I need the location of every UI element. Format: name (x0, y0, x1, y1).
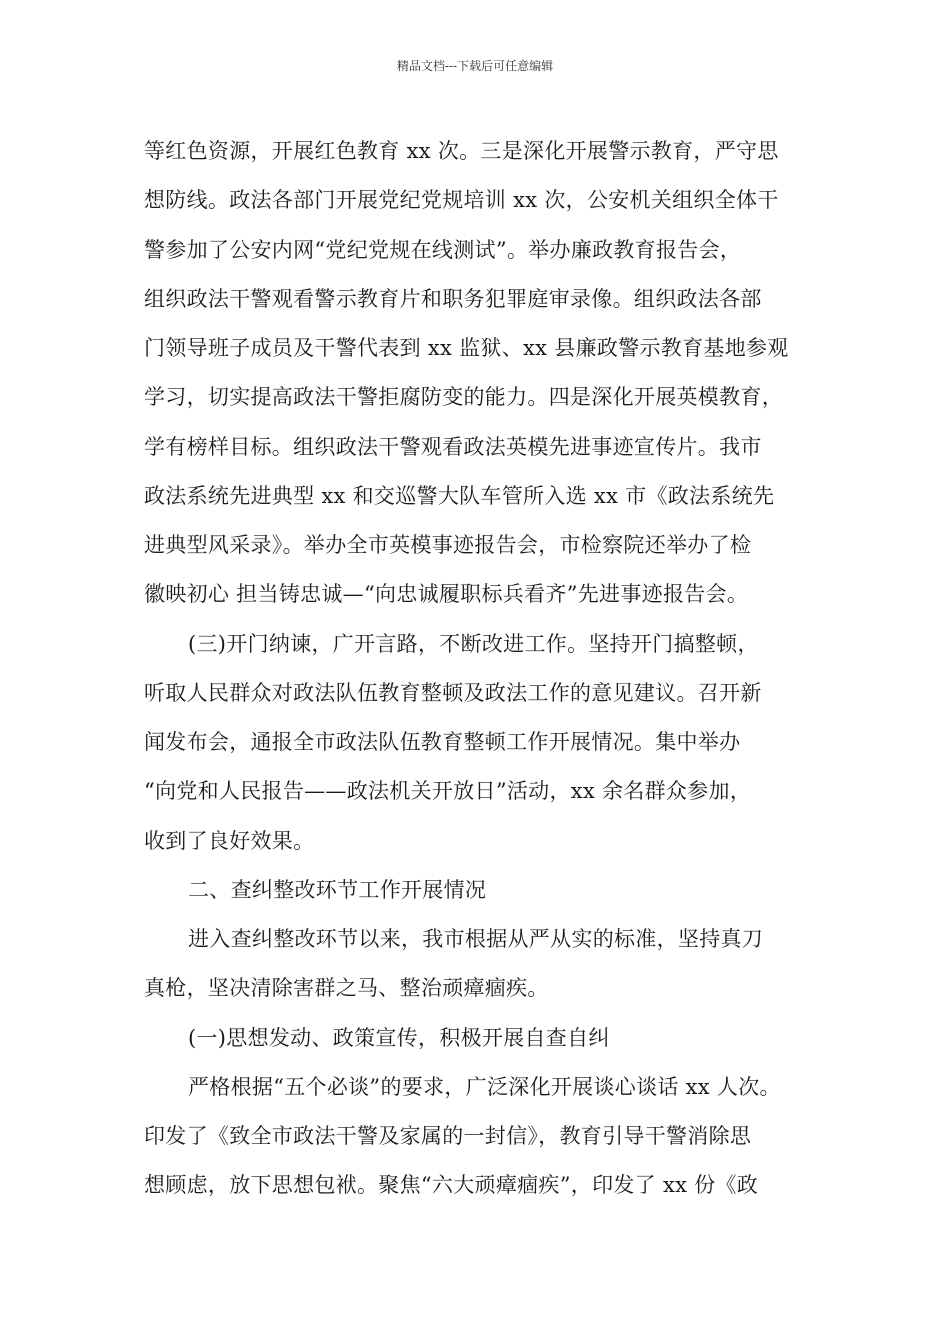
text-line: 收到了良好效果。 (144, 828, 315, 853)
section-heading: 二、查纠整改环节工作开展情况 (188, 877, 487, 902)
document-body (144, 133, 824, 1217)
text-line: 闻发布会，通报全市政法队伍教育整顿工作开展情况。集中举办 (144, 730, 741, 754)
text-line: 听取人民群众对政法队伍教育整顿及政法工作的意见建议。召开新 (144, 680, 762, 705)
text-line: 组织政法干警观看警示教育片和职务犯罪庭审录像。组织政法各部 (144, 286, 762, 311)
text-line: 学习，切实提高政法干警拒腐防变的能力。四是深化开展英模教育， (144, 385, 783, 410)
text-line: 想顾虑，放下思想包袱。聚焦“六大顽瘴痼疾”，印发了 xx 份《政 (144, 1173, 759, 1198)
text-line: 警参加了公安内网“党纪党规在线测试”。举办廉政教育报告会， (144, 237, 742, 262)
subsection-heading: (一)思想发动、政策宣传，积极开展自查自纠 (188, 1025, 610, 1050)
text-line: 等红色资源，开展红色教育 xx 次。三是深化开展警示教育，严守思 (144, 139, 779, 163)
text-line: 真枪，坚决清除害群之马、整治顽瘴痼疾。 (144, 976, 549, 1001)
page-header: 精品文档---下载后可任意编辑 (396, 59, 554, 73)
text-line: “向党和人民报告——政法机关开放日”活动，xx 余名群众参加， (144, 779, 752, 804)
text-line: 进入查纠整改环节以来，我市根据从严从实的标准，坚持真刀 (188, 927, 764, 951)
text-line: 严格根据“五个必谈”的要求，广泛深化开展谈心谈话 xx 人次。 (188, 1074, 781, 1099)
text-line: (三)开门纳谏，广开言路，不断改进工作。坚持开门搞整顿， (188, 631, 759, 656)
text-line: 印发了《致全市政法干警及家属的一封信》，教育引导干警消除思 (144, 1124, 752, 1148)
text-line: 进典型风采录》。举办全市英模事迹报告会，市检察院还举办了检 (144, 533, 752, 557)
text-line: 门领导班子成员及干警代表到 xx 监狱、xx 县廉政警示教育基地参观 (144, 336, 789, 360)
text-line: 学有榜样目标。组织政法干警观看政法英模先进事迹宣传片。我市 (144, 434, 762, 459)
text-line: 想防线。政法各部门开展党纪党规培训 xx 次，公安机关组织全体干 (144, 188, 779, 213)
text-line: 政法系统先进典型 xx 和交巡警大队车管所入选 xx 市《政法系统先 (144, 483, 775, 508)
text-line: 徽映初心 担当铸忠诚—“向忠诚履职标兵看齐”先进事迹报告会。 (144, 582, 749, 607)
